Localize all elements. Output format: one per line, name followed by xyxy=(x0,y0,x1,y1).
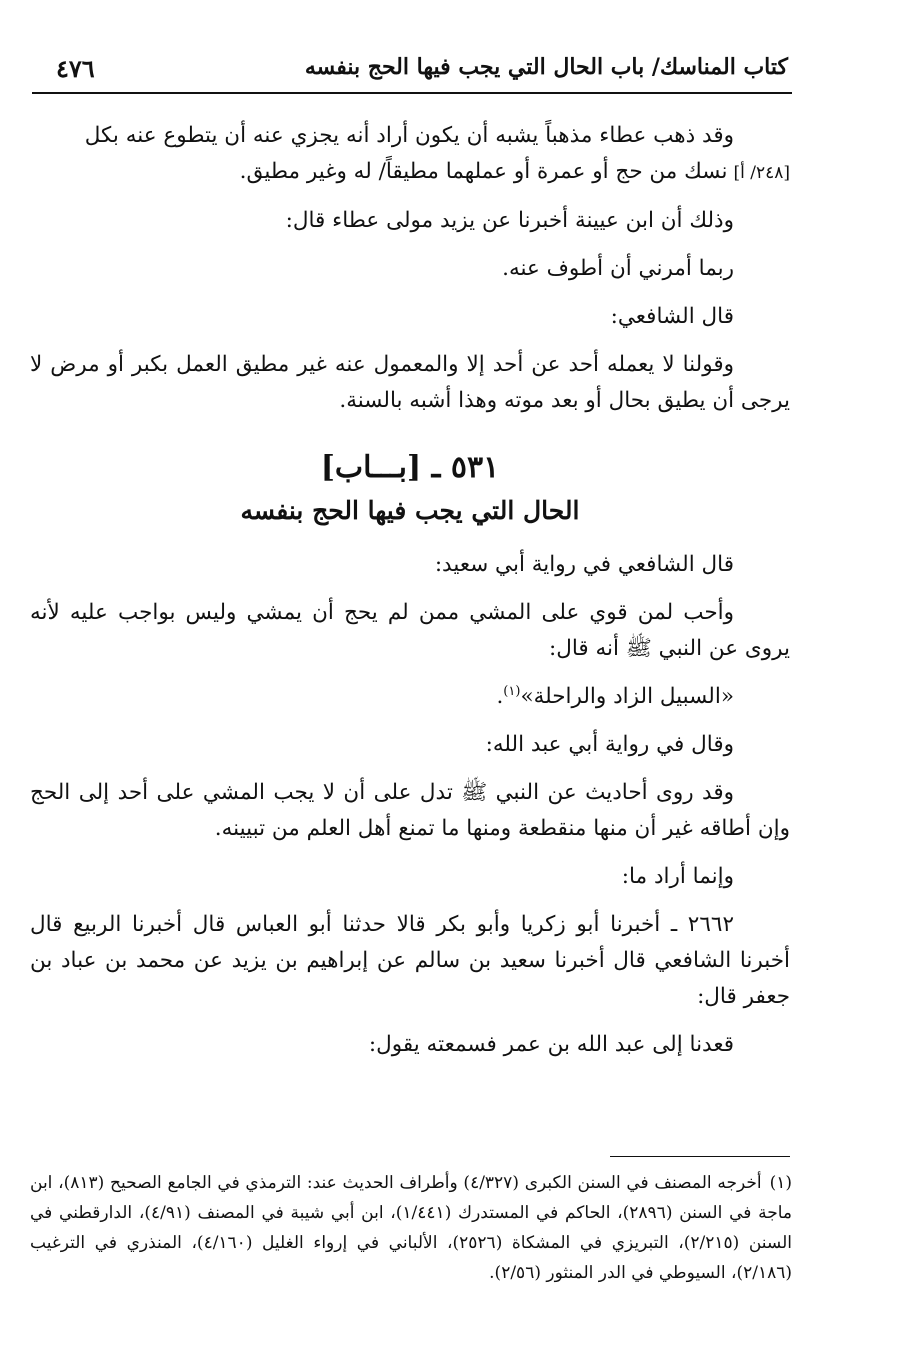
paragraph-8 xyxy=(30,679,790,715)
running-title: كتاب المناسك/ باب الحال التي يجب فيها الحج بنفسه xyxy=(304,54,788,80)
header-rule xyxy=(32,92,792,94)
paragraph-7: وأحب لمن قوي على المشي ممن لم يحج أن يمشي وليس بواجب عليه لأنه يروى عن النبي ﷺ أنه قال: xyxy=(30,600,790,661)
footnote-rule xyxy=(610,1156,790,1157)
footnote xyxy=(30,1168,792,1288)
footnote-text: أخرجه المصنف في السنن الكبرى (٤/٣٢٧) وأطراف الحديث عند: الترمذي في الجامع الصحيح (٨١٣)، ابن ماجة في السنن (٢٨٩٦)، الحاكم في المستدرك (١/٤٤١)، ابن أبي شيبة في المصنف (٤/٩١)، الدارقطني في السنن (٢/٢١٥)، التبريزي في المشكاة (٢٥٢٦)، الألباني في إرواء الغليل (٤/١٦٠)، المنذري في الترغيب (٢/١٨٦)، السيوطي في الدر المنثور (٢/٥٦). xyxy=(30,1173,792,1283)
chapter-number: ٥٣١ ـ [بـــاب] xyxy=(320,450,500,485)
paragraph-3: ربما أمرني أن أطوف عنه. xyxy=(502,256,734,281)
hadith-quote: «السبيل الزاد والراحلة» xyxy=(520,684,734,709)
main-text xyxy=(30,118,790,1063)
footnote-reference: (١) xyxy=(503,683,521,699)
chapter-title: الحال التي يجب فيها الحج بنفسه xyxy=(240,496,580,525)
quote-end: . xyxy=(496,684,504,709)
paragraph-12: ٢٦٦٢ ـ أخبرنا أبو زكريا وأبو بكر قالا حدثنا أبو العباس قال أخبرنا الربيع قال أخبرنا الشافعي قال أخبرنا سعيد بن سالم عن إبراهيم بن يزيد عن محمد بن عباد بن جعفر قال: xyxy=(30,912,790,1009)
paragraph-text: نسك من حج أو عمرة أو عملهما مطيقاً/ له وغير مطيق. xyxy=(239,159,728,184)
paragraph-9: وقال في رواية أبي عبد الله: xyxy=(485,732,734,757)
paragraph-6: قال الشافعي في رواية أبي سعيد: xyxy=(434,552,734,577)
paragraph-text: وقد ذهب عطاء مذهباً يشبه أن يكون أراد أنه يجزي عنه أن يتطوع عنه بكل xyxy=(84,123,734,148)
paragraph-4: قال الشافعي: xyxy=(610,304,734,329)
manuscript-folio-marker: [٢٤٨/ أ] xyxy=(733,163,790,183)
paragraph-11: وإنما أراد ما: xyxy=(621,864,734,889)
paragraph-2: وذلك أن ابن عيينة أخبرنا عن يزيد مولى عطاء قال: xyxy=(285,208,734,233)
paragraph-1 xyxy=(30,118,790,154)
paragraph-10: وقد روى أحاديث عن النبي ﷺ تدل على أن لا يجب المشي على أحد إلى الحج وإن أطاقه غير أن منها منقطعة ومنها ما تمنع أهل العلم من تبيينه. xyxy=(30,780,790,841)
page-number: ٤٧٦ xyxy=(56,54,95,83)
paragraph-5: وقولنا لا يعمله أحد عن أحد إلا والمعمول عنه غير مطيق العمل بكبر أو مرض لا يرجى أن يطيق بحال أو بعد موته وهذا أشبه بالسنة. xyxy=(30,352,790,413)
page-header xyxy=(38,52,788,86)
paragraph-1-continued xyxy=(30,154,790,191)
paragraph-13: قعدنا إلى عبد الله بن عمر فسمعته يقول: xyxy=(368,1032,734,1057)
footnote-label: (١) xyxy=(769,1173,792,1193)
footnotes xyxy=(30,1168,792,1288)
